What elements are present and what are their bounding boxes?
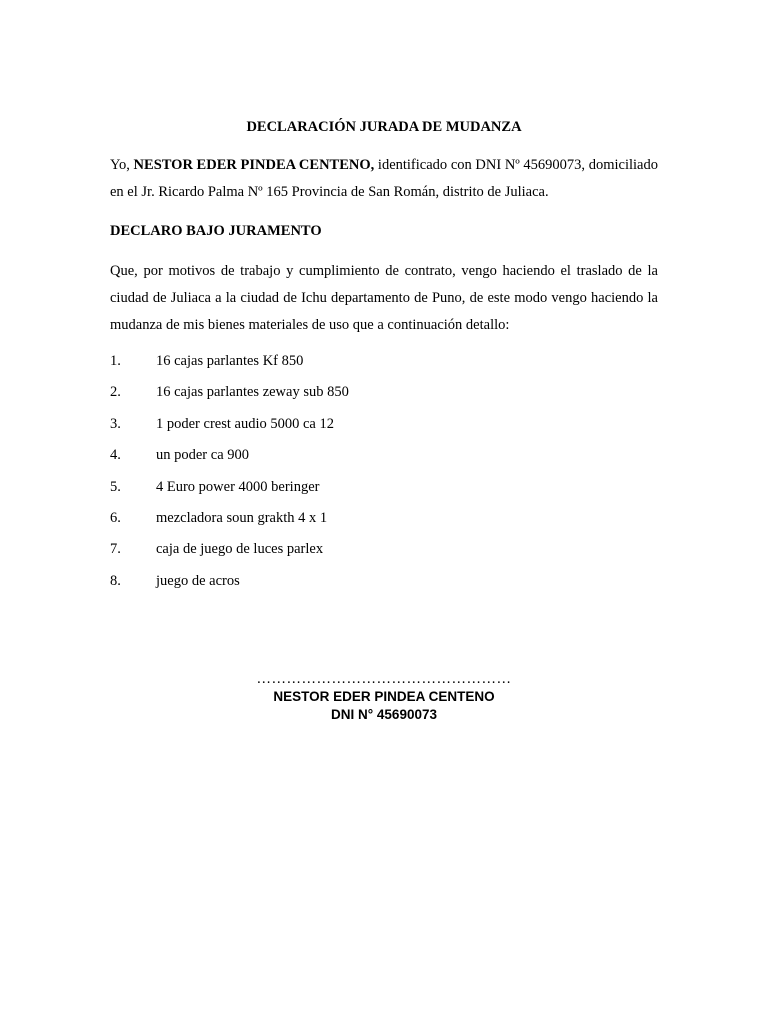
signature-name: NESTOR EDER PINDEA CENTENO [273,689,495,704]
signature-dni: DNI N° 45690073 [331,707,437,722]
list-item [110,381,658,412]
list-item-number: 5. [110,478,121,495]
list-item-number: 3. [110,415,121,432]
declarant-name: NESTOR EDER PINDEA CENTENO, [133,157,375,173]
items-list [110,350,658,601]
list-item-number: 2. [110,384,121,401]
signature-line: …………………………………………… [256,671,512,687]
list-item-number: 4. [110,447,121,464]
list-item-number: 8. [110,572,121,589]
list-item-text: un poder ca 900 [156,447,250,464]
body-paragraph: Que, por motivos de trabajo y cumplimiento de contrato, vengo haciendo el traslado de la ciudad de Juliaca a la ciudad de Ichu departamento de Puno, de este modo vengo haciendo la mudanza de mis bienes materiales de uso que a continuación detallo: [110,263,658,333]
list-item [110,413,658,444]
list-item [110,507,658,538]
list-item [110,538,658,569]
declaration-heading: DECLARO BAJO JURAMENTO [110,223,322,239]
list-item-number: 7. [110,541,121,558]
list-item-text: 16 cajas parlantes Kf 850 [156,353,304,369]
list-item [110,444,658,475]
list-item-text: 4 Euro power 4000 beringer [156,478,320,495]
list-item-text: caja de juego de luces parlex [156,541,324,558]
intro-paragraph [110,152,658,206]
list-item-text: 1 poder crest audio 5000 ca 12 [156,415,334,432]
signature-block [0,670,768,724]
list-item [110,476,658,507]
list-item-number: 6. [110,509,121,526]
intro-suffix: identificado con DNI Nº 45690073, domiciliado en el Jr. Ricardo Palma Nº 165 Provincia de San Román, distrito de Juliaca. [110,157,658,200]
list-item [110,570,658,601]
intro-prefix: Yo, [110,157,134,173]
list-item-number: 1. [110,353,121,369]
list-item-text: mezcladora soun grakth 4 x 1 [156,509,328,526]
document-title: DECLARACIÓN JURADA DE MUDANZA [246,119,522,135]
list-item-text: juego de acros [156,572,240,589]
list-item-text: 16 cajas parlantes zeway sub 850 [156,384,349,401]
list-item [110,350,658,381]
